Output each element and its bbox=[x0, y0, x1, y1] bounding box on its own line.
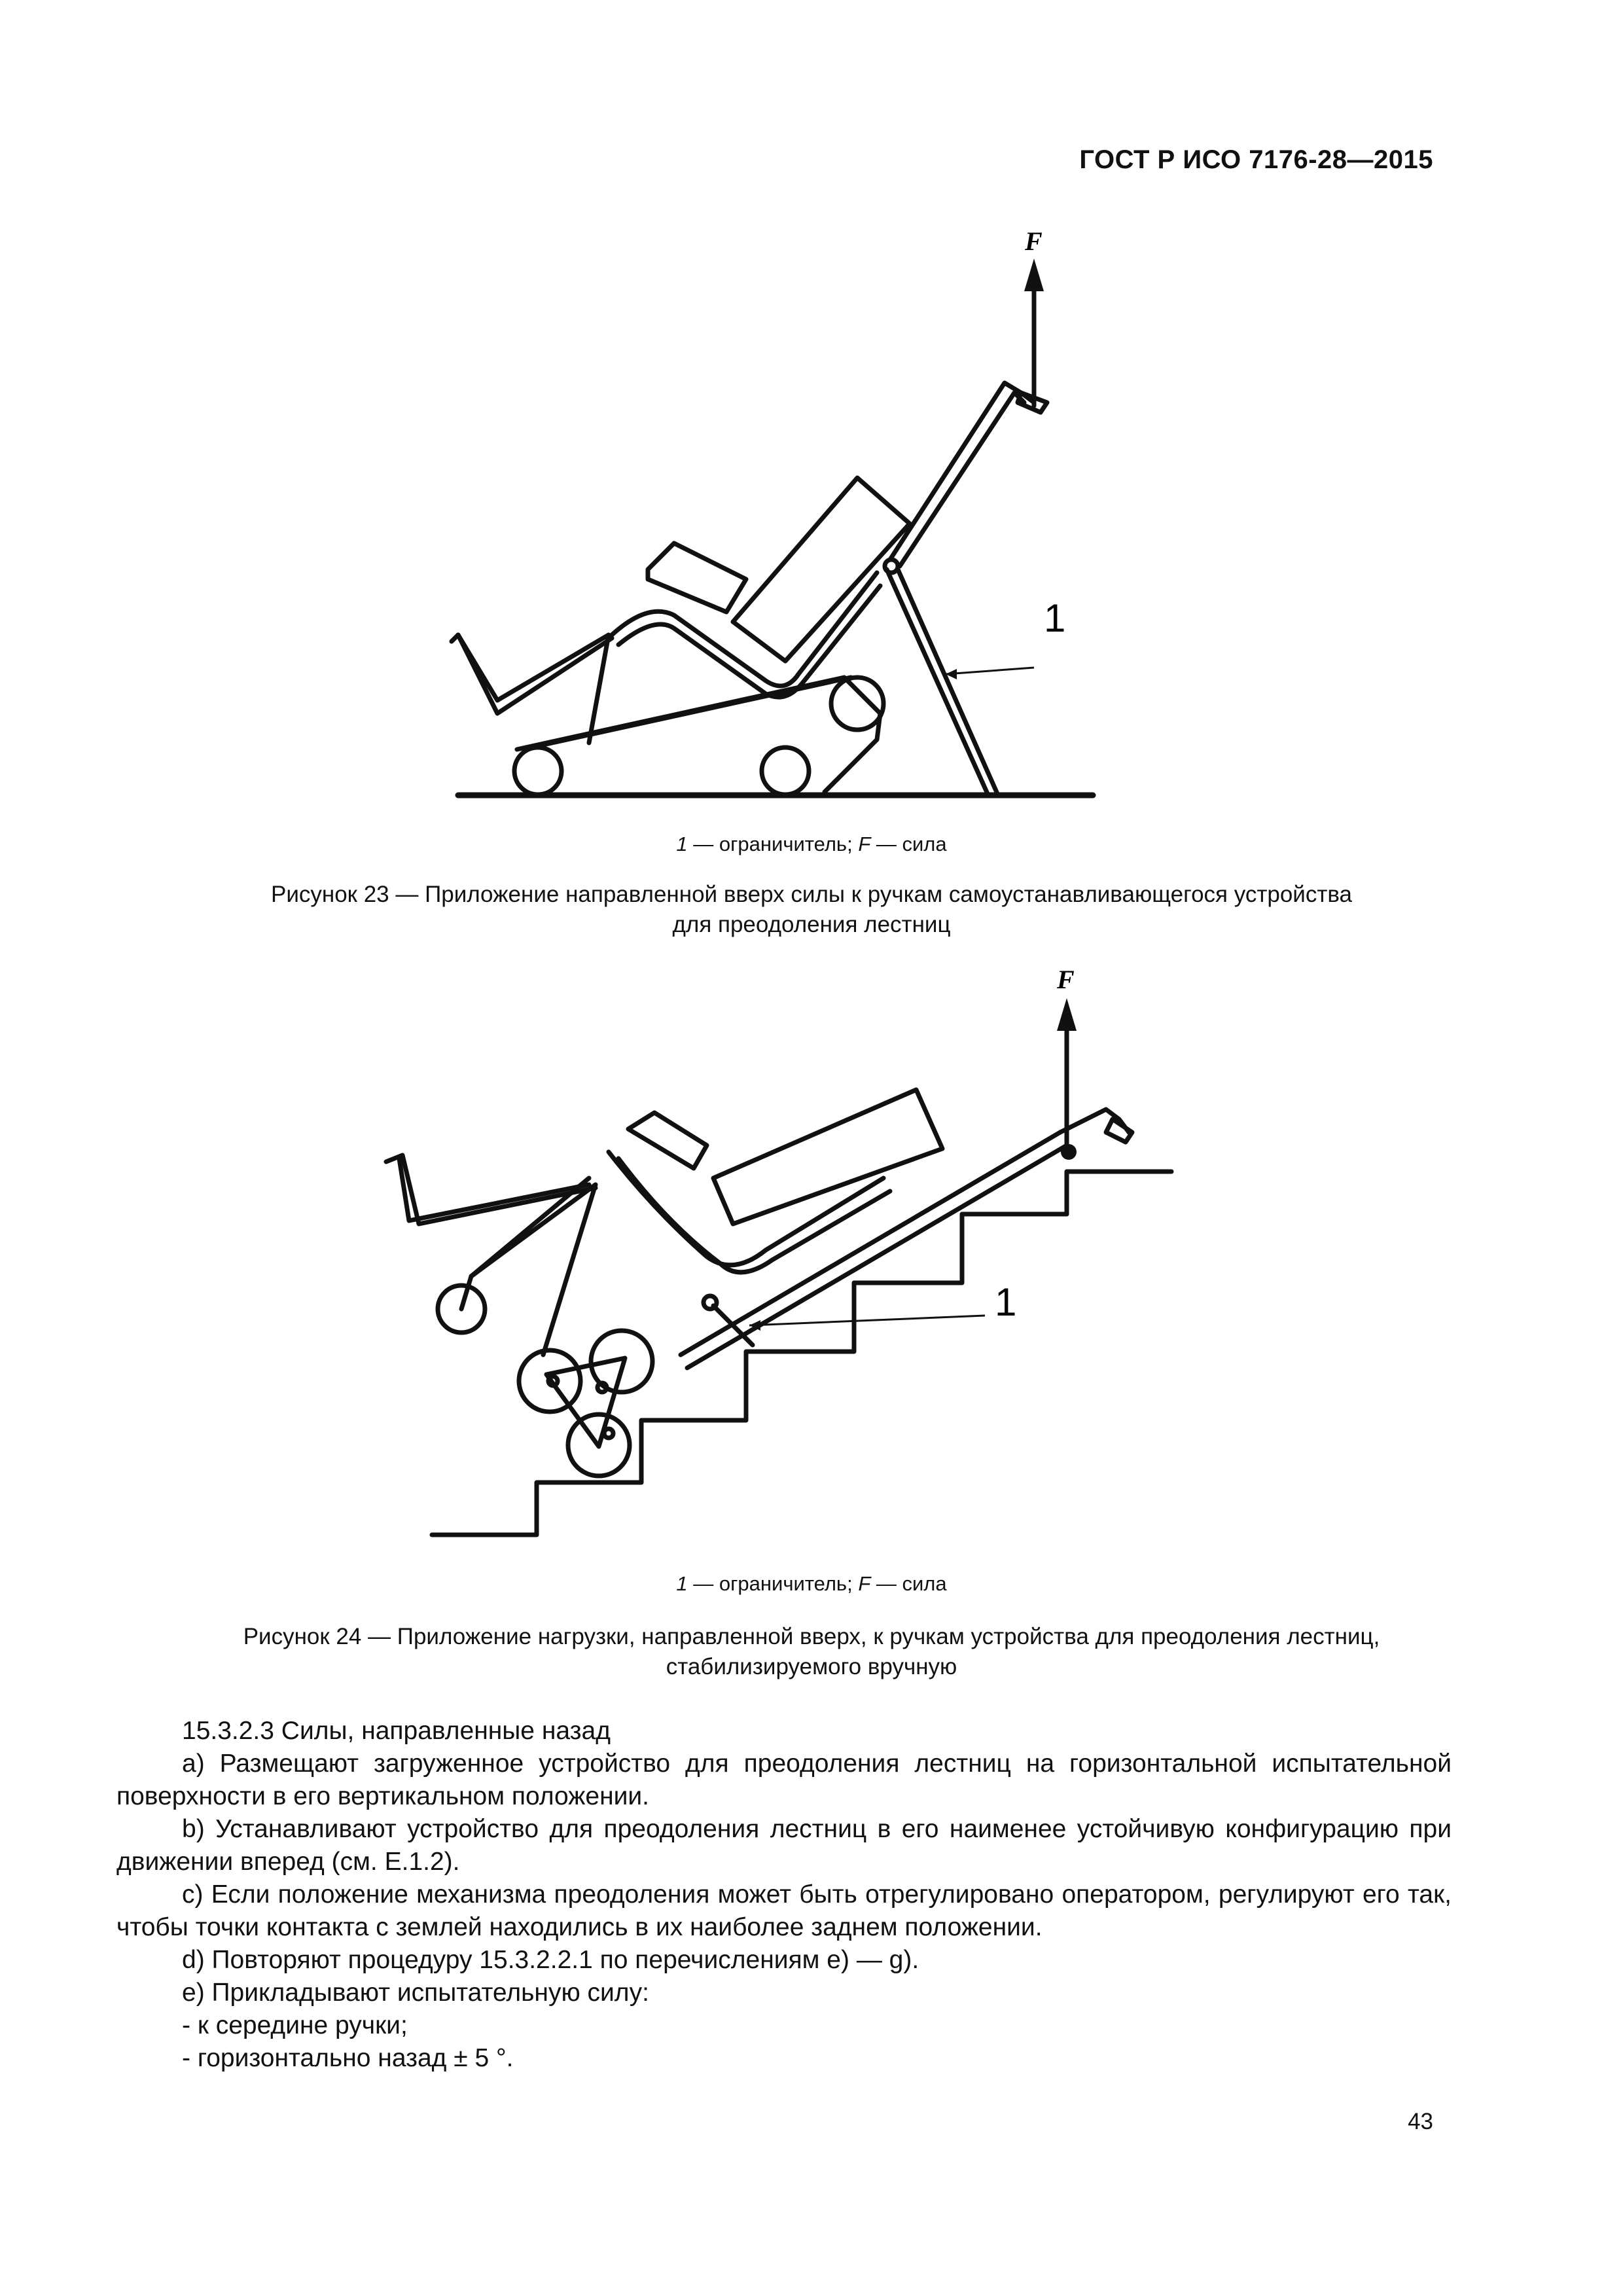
bullet-1: - к середине ручки; bbox=[182, 2011, 408, 2039]
stopper-rod bbox=[887, 569, 988, 795]
figure-23-legend: 1 — ограничитель; F — сила bbox=[676, 833, 947, 855]
item-a: а) Размещают загруженное устройство для преодоления лестниц на горизонтальной испытательной поверхности в его вертикальном положении. bbox=[116, 1749, 1452, 1810]
figure-23-drawing bbox=[0, 216, 1623, 818]
bullet-2: - горизонтально назад ± 5 °. bbox=[182, 2044, 514, 2072]
item-d: d) Повторяют процедуру 15.3.2.2.1 по перечислениям е) — g). bbox=[182, 1946, 919, 1974]
section-heading: 15.3.2.3 Силы, направленные назад bbox=[182, 1717, 611, 1745]
figure-23-caption: Рисунок 23 — Приложение направленной вверх силы к ручкам самоустанавливающегося устройства для преодоления лестниц bbox=[270, 882, 1353, 937]
seat-cushion bbox=[628, 1113, 707, 1168]
item-b: b) Устанавливают устройство для преодоления лестниц в его наименее устойчивую конфигурацию при движении вперед (см. Е.1.2). bbox=[116, 1815, 1452, 1876]
front-wheel bbox=[514, 747, 562, 795]
callout-1: 1 bbox=[995, 1280, 1017, 1324]
figure-24-caption: Рисунок 24 — Приложение нагрузки, направленной вверх, к ручкам устройства для преодоления лестниц, стабилизируемого вручную bbox=[243, 1624, 1380, 1679]
track-frame bbox=[517, 677, 880, 792]
figure-24-drawing bbox=[0, 962, 1623, 1551]
force-label: F bbox=[1057, 965, 1075, 994]
rear-wheel bbox=[831, 677, 883, 730]
page-number: 43 bbox=[1408, 2109, 1433, 2134]
back-rest bbox=[713, 1090, 942, 1224]
document-header: ГОСТ Р ИСО 7176-28—2015 bbox=[1079, 145, 1433, 174]
seat-cushion bbox=[648, 543, 746, 612]
body-text bbox=[116, 1715, 1452, 2075]
callout-1: 1 bbox=[1044, 596, 1066, 640]
item-e: e) Прикладывают испытательную силу: bbox=[182, 1979, 649, 2007]
item-c: c) Если положение механизма преодоления может быть отрегулировано оператором, регулируют его так, чтобы точки контакта с землей находились в их наиболее заднем положении. bbox=[116, 1880, 1452, 1941]
leg-rest bbox=[452, 635, 609, 743]
force-label: F bbox=[1025, 226, 1043, 256]
seat bbox=[609, 1152, 883, 1265]
middle-wheel bbox=[762, 747, 809, 795]
figure-24-legend: 1 — ограничитель; F — сила bbox=[676, 1572, 947, 1595]
